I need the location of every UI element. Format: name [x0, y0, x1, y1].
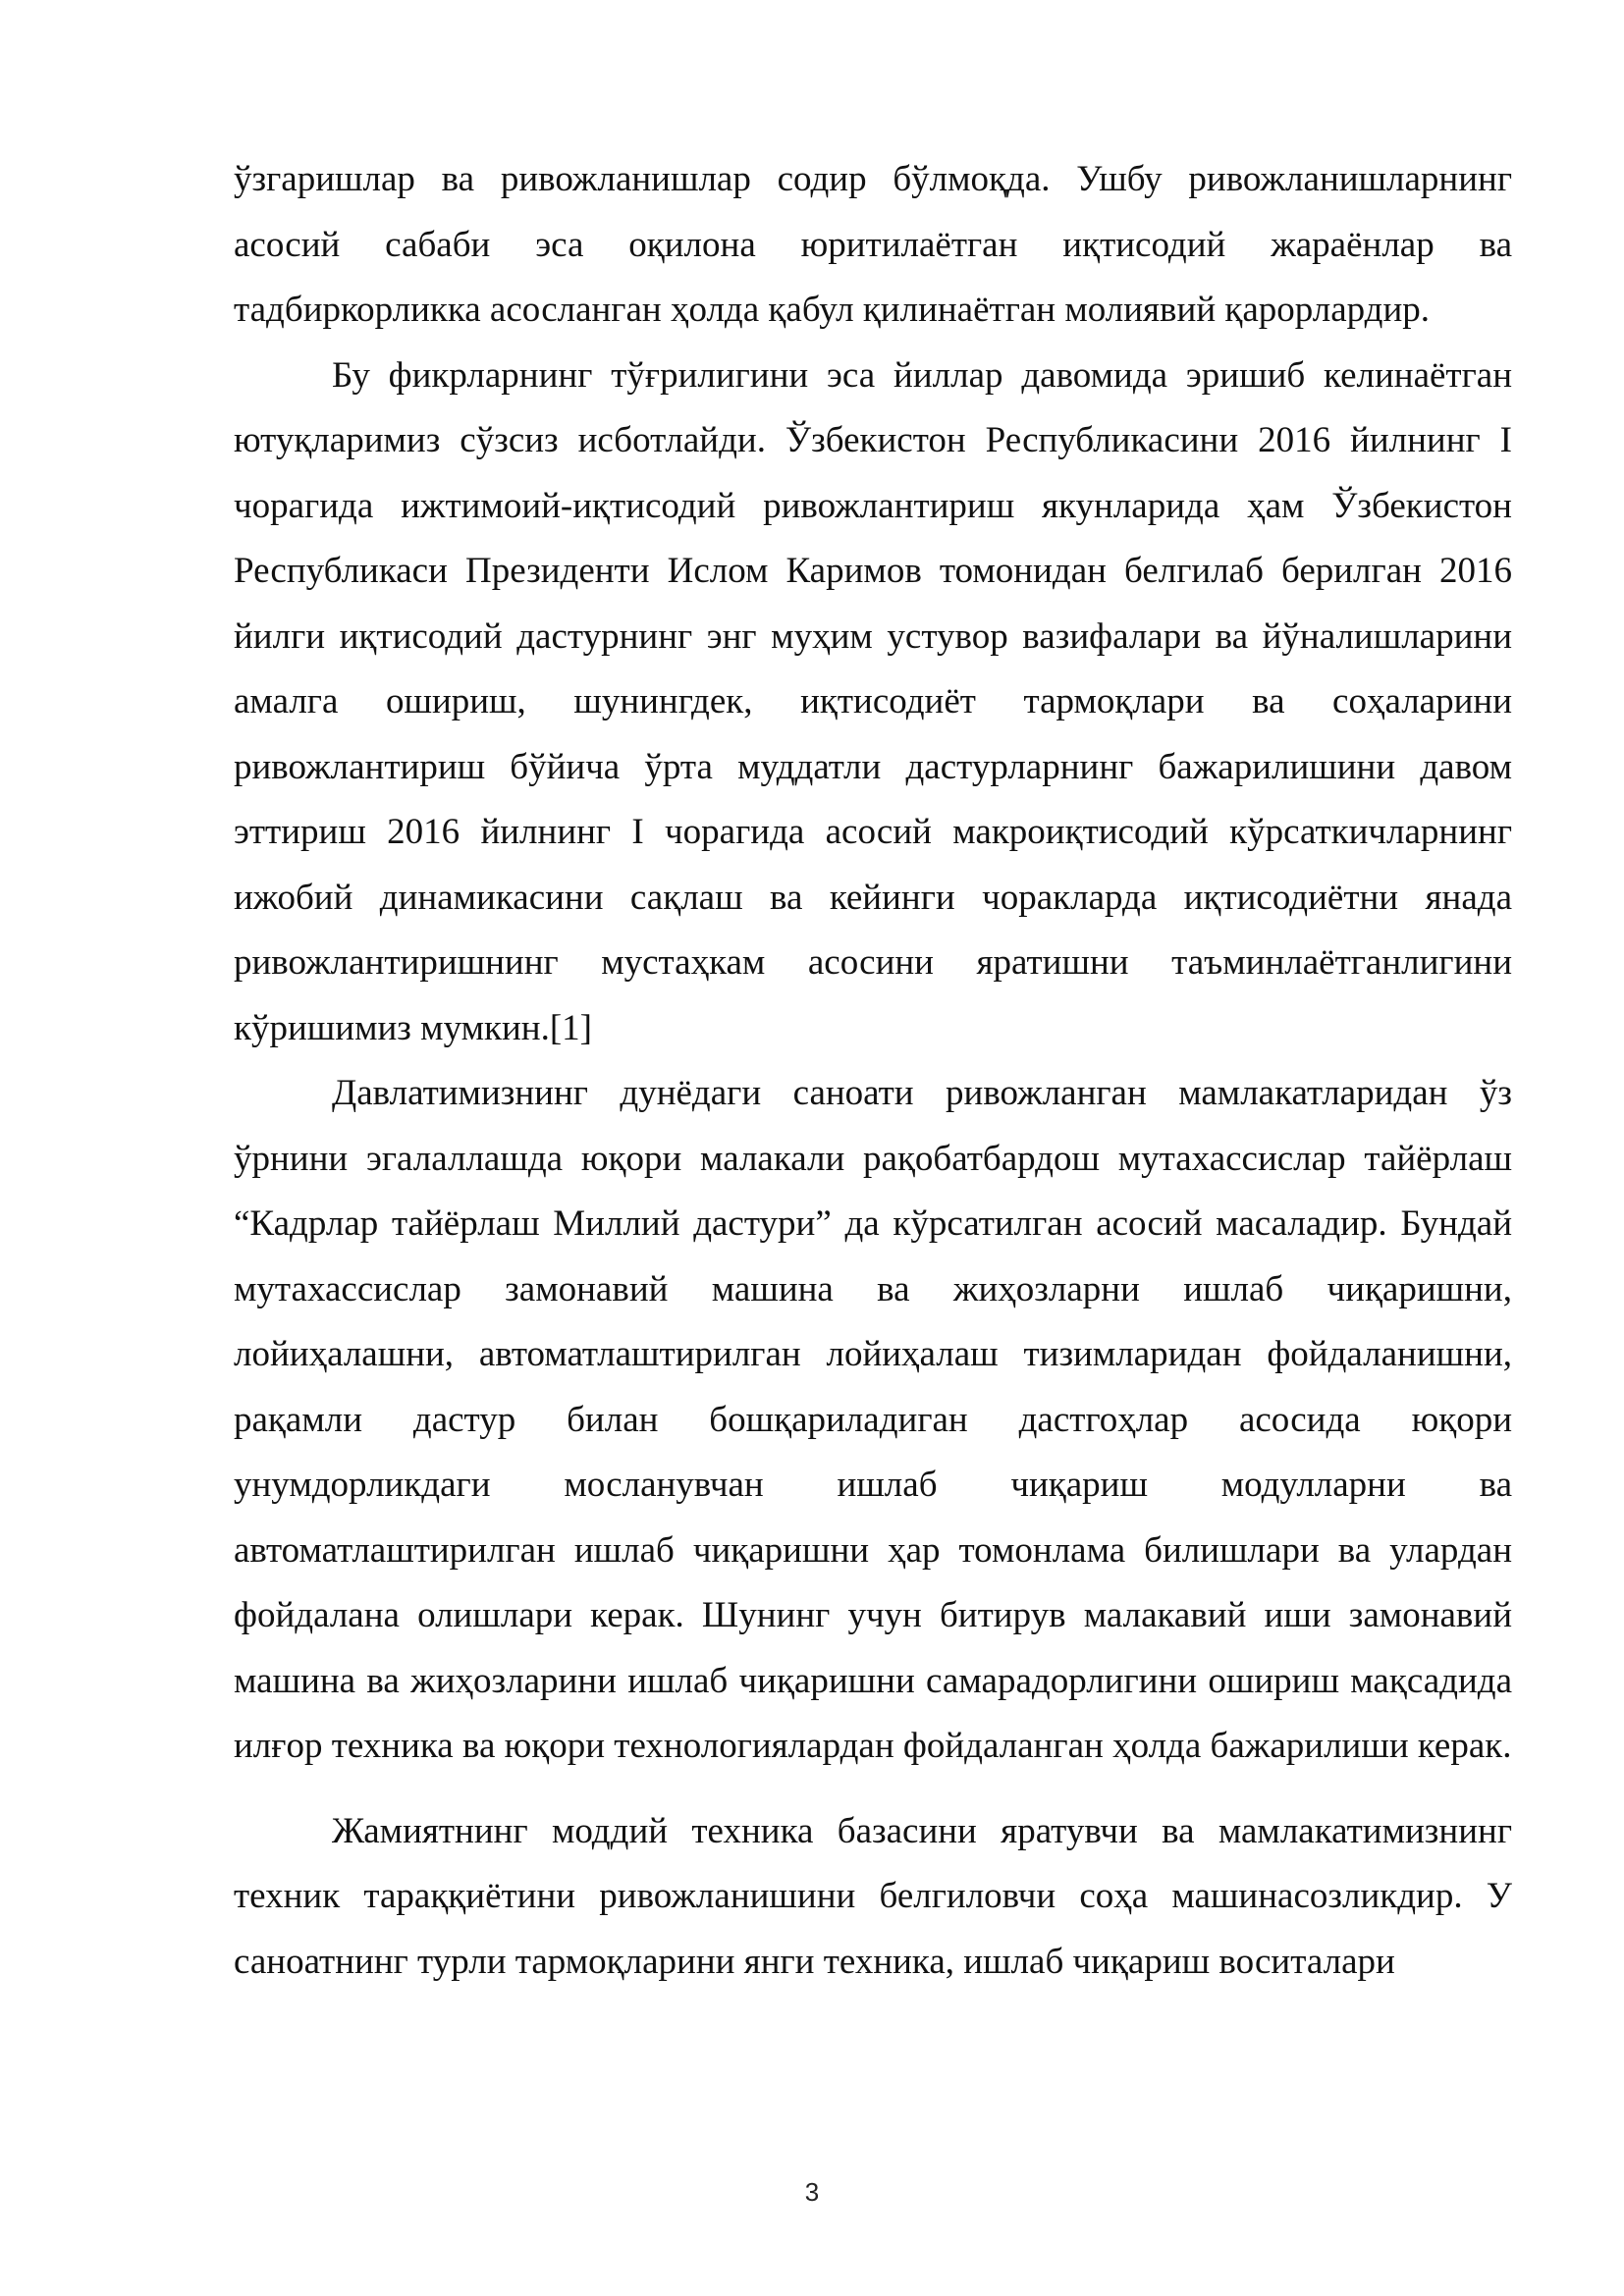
body-text [234, 147, 1512, 1995]
paragraph-continuation: ўзгаришлар ва ривожланишлар содир бўлмоқда. Ушбу ривожланишларнинг асосий сабаби эса оқилона юритилаётган иқтисодий жараёнлар ва тадбиркорликка асосланган ҳолда қабул қилинаётган молиявий қарорлардир. [234, 159, 1512, 330]
page-number: 3 [804, 2177, 820, 2207]
paragraph-achievements: Бу фикрларнинг тўғрилигини эса йиллар давомида эришиб келинаётган ютуқларимиз сўзсиз исботлайди. Ўзбекистон Республикасини 2016 йилнинг I чорагида ижтимоий-иқтисодий ривожлантириш якунларида ҳам Ўзбекистон Республикаси Президенти Ислом Каримов томонидан белгилаб берилган 2016 йилги иқтисодий дастурнинг энг муҳим устувор вазифалари ва йўналишларини амалга ошириш, шунингдек, иқтисодиёт тармоқлари ва соҳаларини ривожлантириш бўйича ўрта муддатли дастурларнинг бажарилишини давом эттириш 2016 йилнинг I чорагида асосий макроиқтисодий кўрсаткичларнинг ижобий динамикасини сақлаш ва кейинги чоракларда иқтисодиётни янада ривожлантиришнинг мустаҳкам асосини яратишни таъминлаётганлигини кўришимиз мумкин.[1] [234, 354, 1512, 1048]
paragraph-specialists: Давлатимизнинг дунёдаги саноати ривожланган мамлакатларидан ўз ўрнини эгалаллашда юқори малакали рақобатбардош мутахассислар тайёрлаш “Кадрлар тайёрлаш Миллий дастури” да кўрсатилган асосий масаладир. Бундай мутахассислар замонавий машина ва жиҳозларни ишлаб чиқаришни, лойиҳалашни, автоматлаштирилган лойиҳалаш тизимларидан фойдаланишни, рақамли дастур билан бошқариладиган дастгоҳлар асосида юқори унумдорликдаги мосланувчан ишлаб чиқариш модулларни ва автоматлаштирилган ишлаб чиқаришни ҳар томонлама билишлари ва улардан фойдалана олишлари керак. Шунинг учун битирув малакавий иши замонавий машина ва жиҳозларини ишлаб чиқаришни самарадорлигини ошириш мақсадида илғор техника ва юқори технологиялардан фойдаланган ҳолда бажарилиши керак. [234, 1073, 1512, 1766]
paragraph-machine-building: Жамиятнинг моддий техника базасини яратувчи ва мамлакатимизнинг техник тараққиётини ривожланишини белгиловчи соҳа машинасозликдир. У саноатнинг турли тармоқларини янги техника, ишлаб чиқариш воситалари [234, 1810, 1512, 1982]
